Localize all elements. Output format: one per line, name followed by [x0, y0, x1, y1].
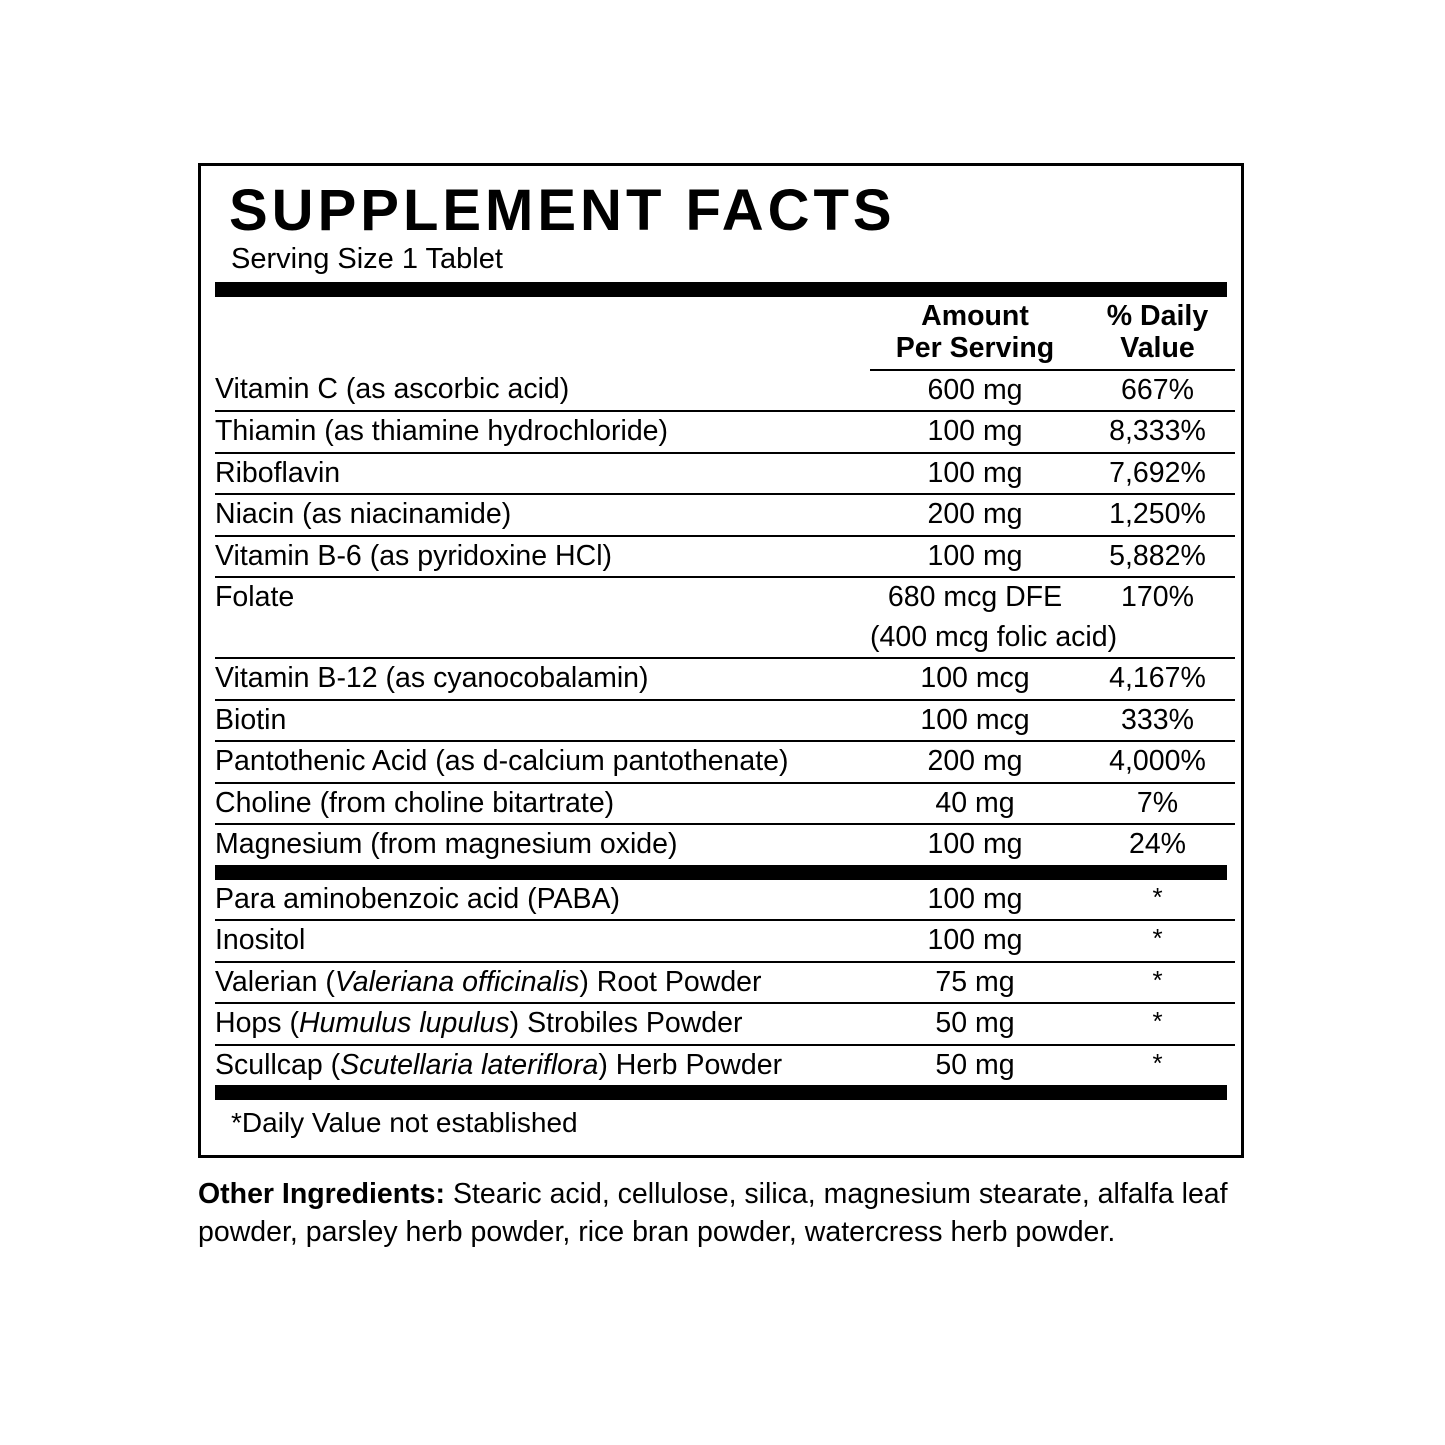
nutrient-name: Vitamin C (as ascorbic acid)	[215, 370, 870, 411]
nutrient-amount: 100 mg	[870, 536, 1080, 577]
nutrient-name: Folate	[215, 581, 295, 614]
ingredient-name	[215, 962, 870, 1003]
nutrient-name: Magnesium (from magnesium oxide)	[215, 828, 678, 861]
nutrient-dv: 170%	[1121, 581, 1194, 614]
nutrient-amount: 600 mg	[870, 370, 1080, 411]
table-row	[215, 824, 1235, 864]
table-row	[215, 741, 1235, 782]
nutrient-dv: 4,167%	[1080, 658, 1235, 699]
nutrient-dv: 4,000%	[1080, 741, 1235, 782]
nutrient-dv: 24%	[1128, 828, 1187, 861]
supplement-facts-panel	[198, 163, 1244, 1158]
nutrient-amount: 100 mg	[870, 411, 1080, 452]
ingredient-name-post: ) Root Powder	[579, 965, 762, 998]
nutrient-amount: 200 mg	[870, 494, 1080, 535]
header-amount-line1: Amount	[921, 299, 1029, 332]
ingredient-name-latin: Scutellaria lateriflora	[340, 1048, 599, 1081]
ingredient-name-pre: Scullcap (	[215, 1048, 341, 1081]
nutrient-dv: 8,333%	[1080, 411, 1235, 452]
table-row	[215, 1003, 1235, 1044]
ingredient-name-pre: Inositol	[215, 924, 306, 957]
ingredient-amount: 50 mg	[870, 1003, 1080, 1044]
ingredient-dv: *	[1152, 1047, 1163, 1078]
nutrition-table	[215, 297, 1235, 865]
table-row	[215, 1045, 1235, 1085]
ingredient-name-post: ) Herb Powder	[598, 1048, 783, 1081]
nutrient-dv: 667%	[1080, 370, 1235, 411]
table-row	[215, 700, 1235, 741]
ingredient-dv: *	[1080, 962, 1235, 1003]
ingredient-dv: *	[1080, 880, 1235, 920]
nutrient-name: Thiamin (as thiamine hydrochloride)	[215, 411, 870, 452]
table-row	[215, 783, 1235, 824]
ingredient-amount: 100 mg	[870, 880, 1080, 920]
nutrient-name-continuation	[215, 618, 870, 658]
header-daily-value	[1080, 297, 1235, 370]
ingredient-name-latin: Valeriana officinalis	[334, 965, 580, 998]
ingredient-name-pre: Para aminobenzoic acid (PABA)	[215, 882, 620, 915]
nutrient-name: Choline (from choline bitartrate)	[215, 783, 870, 824]
nutrient-amount: 100 mcg	[870, 700, 1080, 741]
header-spacer	[215, 297, 870, 370]
table-row	[215, 453, 1235, 494]
nutrient-name: Pantothenic Acid (as d-calcium pantothenate)	[215, 741, 870, 782]
nutrient-amount: 680 mcg DFE	[887, 581, 1063, 614]
other-ingredients	[198, 1175, 1253, 1252]
ingredient-dv: *	[1080, 1003, 1235, 1044]
ingredient-name	[215, 1003, 870, 1044]
table-row	[215, 536, 1235, 577]
nutrient-amount: 100 mg	[927, 828, 1023, 861]
ingredient-amount: 50 mg	[935, 1048, 1015, 1081]
nutrient-name: Niacin (as niacinamide)	[215, 494, 870, 535]
table-row	[215, 920, 1235, 961]
nutrient-name: Vitamin B-12 (as cyanocobalamin)	[215, 658, 870, 699]
divider-bottom	[215, 1085, 1227, 1100]
nutrient-dv: 5,882%	[1080, 536, 1235, 577]
table-row	[215, 494, 1235, 535]
header-dv-line2: Value	[1120, 332, 1195, 365]
nutrient-dv: 7,692%	[1080, 453, 1235, 494]
nutrient-amount: 100 mg	[870, 453, 1080, 494]
table-row	[215, 411, 1235, 452]
ingredient-name	[215, 920, 870, 961]
nutrient-amount-sub: (400 mcg folic acid)	[870, 618, 1080, 658]
nutrient-amount: 100 mcg	[870, 658, 1080, 699]
nutrient-name: Biotin	[215, 700, 870, 741]
header-amount-line2: Per Serving	[895, 332, 1055, 365]
divider-top	[215, 282, 1227, 297]
divider-middle	[215, 865, 1227, 880]
other-ingredients-text: Stearic acid, cellulose, silica, magnesium stearate, alfalfa leaf powder, parsley herb powder, rice bran powder, watercress herb powder.	[198, 1178, 1228, 1249]
ingredient-amount: 75 mg	[870, 962, 1080, 1003]
table-row	[215, 880, 1235, 920]
ingredient-name	[215, 880, 870, 920]
nutrient-amount: 200 mg	[870, 741, 1080, 782]
nutrient-dv: 7%	[1080, 783, 1235, 824]
ingredient-name-pre: Hops (	[215, 1007, 299, 1040]
other-ingredients-heading: Other Ingredients:	[198, 1178, 446, 1210]
herbal-table	[215, 880, 1235, 1085]
ingredient-name-latin: Humulus lupulus	[298, 1007, 510, 1040]
daily-value-footnote: *Daily Value not established	[231, 1107, 578, 1139]
table-row	[215, 658, 1235, 699]
ingredient-name	[215, 1045, 870, 1085]
nutrient-dv: 1,250%	[1080, 494, 1235, 535]
serving-size: Serving Size 1 Tablet	[231, 243, 503, 275]
page-title: SUPPLEMENT FACTS	[229, 178, 896, 243]
table-row-continuation	[215, 618, 1235, 658]
ingredient-dv: *	[1080, 920, 1235, 961]
nutrient-name: Vitamin B-6 (as pyridoxine HCl)	[215, 536, 870, 577]
ingredient-name-post: ) Strobiles Powder	[509, 1007, 743, 1040]
nutrient-dv: 333%	[1080, 700, 1235, 741]
nutrient-name: Riboflavin	[215, 453, 870, 494]
table-row	[215, 962, 1235, 1003]
table-row	[215, 577, 1235, 617]
ingredient-name-pre: Valerian (	[215, 965, 335, 998]
ingredient-amount: 100 mg	[870, 920, 1080, 961]
table-header-row	[215, 297, 1235, 370]
header-dv-line1: % Daily	[1106, 299, 1209, 332]
header-amount	[870, 297, 1080, 370]
table-row	[215, 370, 1235, 411]
nutrient-amount: 40 mg	[870, 783, 1080, 824]
